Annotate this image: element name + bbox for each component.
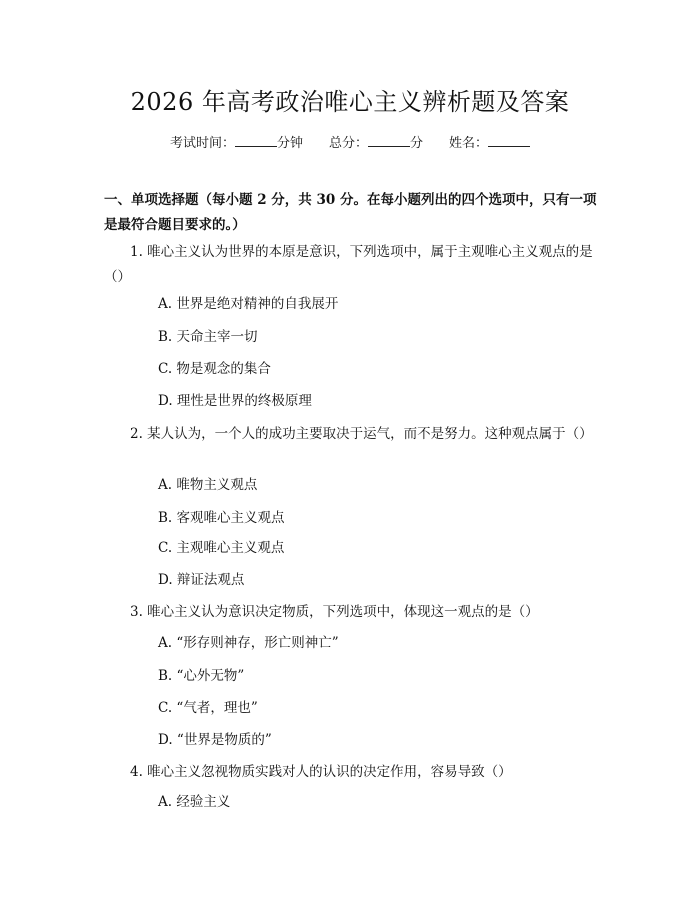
question-4-option-a: A. 经验主义 xyxy=(158,794,231,810)
section-title: 一、单项选择题（每小题 2 分，共 30 分。在每小题列出的四个选项中，只有一项是最符合题目要求的。） xyxy=(104,192,597,233)
question-3-option-d: D. “世界是物质的” xyxy=(158,732,272,748)
question-2-option-c: C. 主观唯心主义观点 xyxy=(158,540,285,556)
question-1-option-b: B. 天命主宰一切 xyxy=(158,329,258,345)
total-score-blank xyxy=(368,134,410,147)
question-2-option-d: D. 辩证法观点 xyxy=(158,572,245,588)
exam-info-line xyxy=(0,132,700,151)
exam-time-unit: 分钟 xyxy=(276,136,303,151)
question-2-stem: 2. 某人认为，一个人的成功主要取决于运气，而不是努力。这种观点属于（） xyxy=(130,426,593,442)
question-1-stem: 1. 唯心主义认为世界的本原是意识，下列选项中，属于主观唯心主义观点的是（） xyxy=(104,244,593,285)
question-4-stem: 4. 唯心主义忽视物质实践对人的认识的决定作用，容易导致（） xyxy=(130,764,512,780)
question-3-option-a: A. “形存则神存，形亡则神亡” xyxy=(158,635,339,651)
question-1-option-a: A. 世界是绝对精神的自我展开 xyxy=(158,296,339,312)
question-3-option-c: C. “气者，理也” xyxy=(158,700,258,716)
exam-time-blank xyxy=(235,134,277,147)
question-2-option-b: B. 客观唯心主义观点 xyxy=(158,510,285,526)
question-1-option-c: C. 物是观念的集合 xyxy=(158,361,271,377)
question-2-option-a: A. 唯物主义观点 xyxy=(158,477,258,493)
page-title: 2026 年高考政治唯心主义辨析题及答案 xyxy=(130,88,570,116)
total-score-unit: 分 xyxy=(410,136,424,151)
question-3-option-b: B. “心外无物” xyxy=(158,668,245,684)
total-score-label: 总分： xyxy=(328,136,368,151)
name-blank xyxy=(488,134,530,147)
name-label: 姓名： xyxy=(449,136,489,151)
question-1-option-d: D. 理性是世界的终极原理 xyxy=(158,393,312,409)
exam-time-label: 考试时间： xyxy=(169,136,235,151)
question-3-stem: 3. 唯心主义认为意识决定物质，下列选项中，体现这一观点的是（） xyxy=(130,604,539,620)
